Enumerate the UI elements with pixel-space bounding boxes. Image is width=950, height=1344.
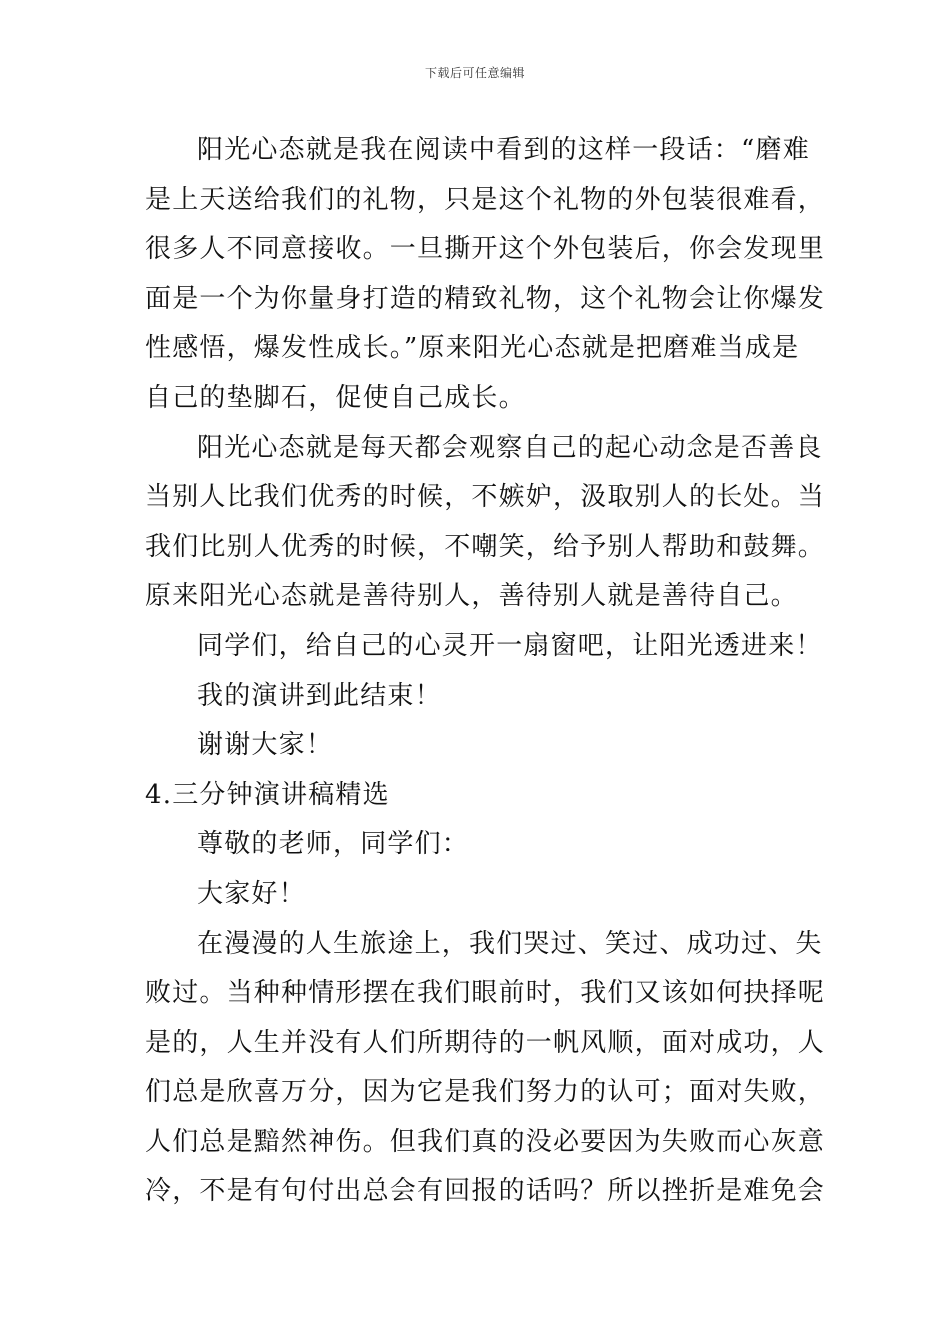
paragraph-3 [145,622,823,672]
section-heading: 4.三分钟演讲稿精选 [145,779,390,810]
text-line: 我们比别人优秀的时候，不嘲笑，给予别人帮助和鼓舞。 [145,531,826,562]
text-line: 败过。当种种情形摆在我们眼前时，我们又该如何抉择呢 [145,978,826,1009]
section-paragraph-2 [145,870,810,920]
text-line: 我的演讲到此结束！ [197,680,442,711]
text-line: 是上天送给我们的礼物，只是这个礼物的外包装很难看， [145,184,826,215]
text-line: 在漫漫的人生旅途上，我们哭过、笑过、成功过、失 [197,928,823,959]
text-line: 同学们，给自己的心灵开一扇窗吧，让阳光透进来！ [197,630,823,661]
document-body [145,126,826,1217]
text-line: 谢谢大家！ [197,730,334,761]
section-paragraph-3 [145,920,826,1218]
text-line: 自己的垫脚石，促使自己成长。 [145,382,526,413]
text-line: 原来阳光心态就是善待别人，善待别人就是善待自己。 [145,581,798,612]
paragraph-4 [145,672,810,722]
text-line: 阳光心态就是我在阅读中看到的这样一段话：“磨难 [197,135,810,165]
text-line: 冷，不是有句付出总会有回报的话吗？所以挫折是难免会 [145,1176,826,1207]
text-line: 性感悟，爆发性成长。”原来阳光心态就是把磨难当成是 [145,333,800,364]
section-paragraph-1 [145,820,810,870]
text-line: 很多人不同意接收。一旦撕开这个外包装后，你会发现里 [145,234,826,265]
text-line: 当别人比我们优秀的时候，不嫉妒，汲取别人的长处。当 [145,482,826,513]
paragraph-5 [145,721,810,771]
paragraph-2 [145,424,826,622]
text-line: 们总是欣喜万分，因为它是我们努力的认可；面对失败， [145,1077,826,1108]
text-line: 尊敬的老师，同学们： [197,829,470,860]
paragraph-1 [145,126,826,424]
page-header: 下载后可任意编辑 [424,66,525,80]
text-line: 是的，人生并没有人们所期待的一帆风顺，面对成功，人 [145,1027,826,1058]
text-line: 阳光心态就是每天都会观察自己的起心动念是否善良 [197,432,823,463]
text-line: 人们总是黯然神伤。但我们真的没必要因为失败而心灰意 [145,1126,826,1157]
text-line: 面是一个为你量身打造的精致礼物，这个礼物会让你爆发 [145,283,826,314]
text-line: 大家好！ [197,878,306,909]
